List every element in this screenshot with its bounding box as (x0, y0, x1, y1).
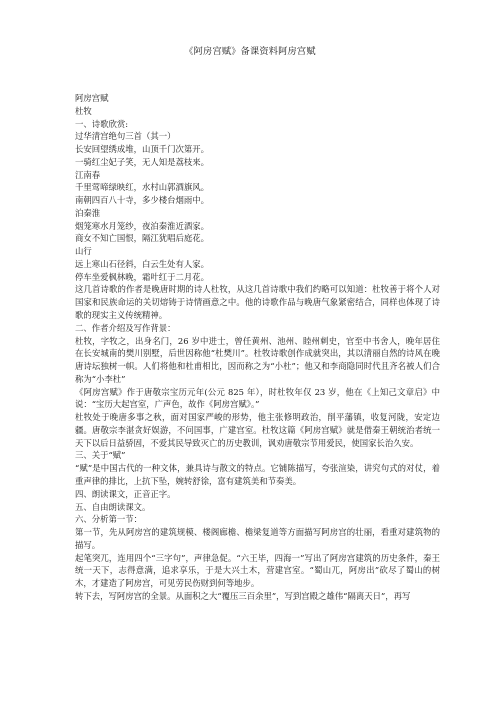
paragraph: 五、自由朗读课文。 (75, 501, 151, 512)
paragraph: 一骑红尘妃子笑，无人知是荔枝来。 (75, 156, 209, 167)
paragraph: 远上寒山石径斜，白云生处有人家。 (75, 258, 209, 269)
paragraph: 过华清宫绝句三首（其一） (75, 131, 176, 142)
paragraph: 《阿房宫赋》作于唐敬宗宝历元年(公元 825 年），时杜牧年仅 23 岁，他在《上知己文章启》中说：“宝历大起宫室，广声色，故作《阿房宫赋》。” (75, 386, 440, 410)
paragraph: 烟笼寒水月笼纱，夜泊秦淮近酒家。 (75, 220, 209, 231)
paragraph: 二、作者介绍及写作背景： (75, 322, 176, 333)
paragraph: 商女不知亡国恨，隔江犹唱后庭花。 (75, 233, 209, 244)
paragraph: 四、朗读课文，正音正字。 (75, 488, 176, 499)
document-body (75, 92, 440, 603)
paragraph: 转下去，写阿房宫的全景。从面积之大“覆压三百余里”，写到宫殿之雄伟“隔离天日”，再写 (75, 590, 411, 601)
paragraph: 杜牧处于晚唐多事之秋，面对国家严峻的形势，他主张修明政治，削平藩镇，收复河陇，安定边疆。唐敬宗李湛贪好娱游，不问国事，广建宫室。杜牧这篇《阿房宫赋》就是借秦王朝统治者统一天下以后日益骄固，不爱其民导致灭亡的历史教训，讽劝唐敬宗节用爱民，使国家长治久安。 (75, 412, 440, 448)
paragraph: 南朝四百八十寺，多少楼台烟雨中。 (75, 195, 209, 206)
paragraph: 这几首诗歌的作者是晚唐时期的诗人杜牧，从这几首诗歌中我们约略可以知道：杜牧善于将个人对国家和民族命运的关切熔铸于诗情画意之中。他的诗歌作品与晚唐气象紧密结合，同样也体现了诗歌的现实主义传统精神。 (75, 284, 440, 321)
paragraph: 停车坐爱枫林晚，霜叶红于二月花。 (75, 271, 209, 282)
paragraph: 杜牧 (75, 105, 92, 116)
paragraph: 起笔突兀，连用四个“三字句”，声律急促。“六王毕，四海一”写出了阿房宫建筑的历史条件，秦王统一天下，志得意满，追求享乐，于是大兴土木，营建宫室。“蜀山兀，阿房出”砍尽了蜀山的树木，才建造了阿房宫，可见劳民伤财到何等地步。 (75, 552, 440, 589)
paragraph: 山行 (75, 246, 92, 257)
paragraph: 泊秦淮 (75, 207, 101, 218)
paragraph: 江南春 (75, 169, 101, 180)
paragraph: 一、诗歌欣赏: (75, 118, 129, 129)
paragraph: “赋”是中国古代的一种文体，兼具诗与散文的特点。它铺陈描写，夸张渲染，讲究句式的对仗，着重声律的排比，上抗下坠，婉转舒徐，富有建筑美和节奏美。 (75, 463, 440, 486)
paragraph: 千里莺啼绿映红，水村山郭酒旗风。 (75, 182, 209, 193)
paragraph: 长安回望绣成堆，山顶千门次第开。 (75, 144, 209, 155)
paragraph: 杜牧，字牧之，出身名门，26 岁中进士，曾任黄州、池州、睦州刺史，官至中书舍人，晚年居住在长安城南的樊川别墅，后世因称他“杜樊川”。杜牧诗歌创作成就突出，其以清丽自然的诗风在晚唐诗坛独树一帜。人们将他和杜甫相比，因而称之为“小杜”；他又和李商隐同时代且齐名被人们合称为“小李杜” (75, 335, 440, 384)
paragraph: 三、关于“赋” (75, 450, 126, 461)
paragraph: 六、分析第一节： (75, 514, 142, 525)
paragraph: 阿房宫赋 (75, 93, 109, 103)
paragraph: 第一节，先从阿房宫的建筑规模、楼阁廊檐、檐梁复道等方面描写阿房宫的壮丽，看重对建筑物的描写。 (75, 527, 440, 550)
document-title: 《阿房宫赋》备课资料阿房宫赋 (184, 46, 316, 57)
